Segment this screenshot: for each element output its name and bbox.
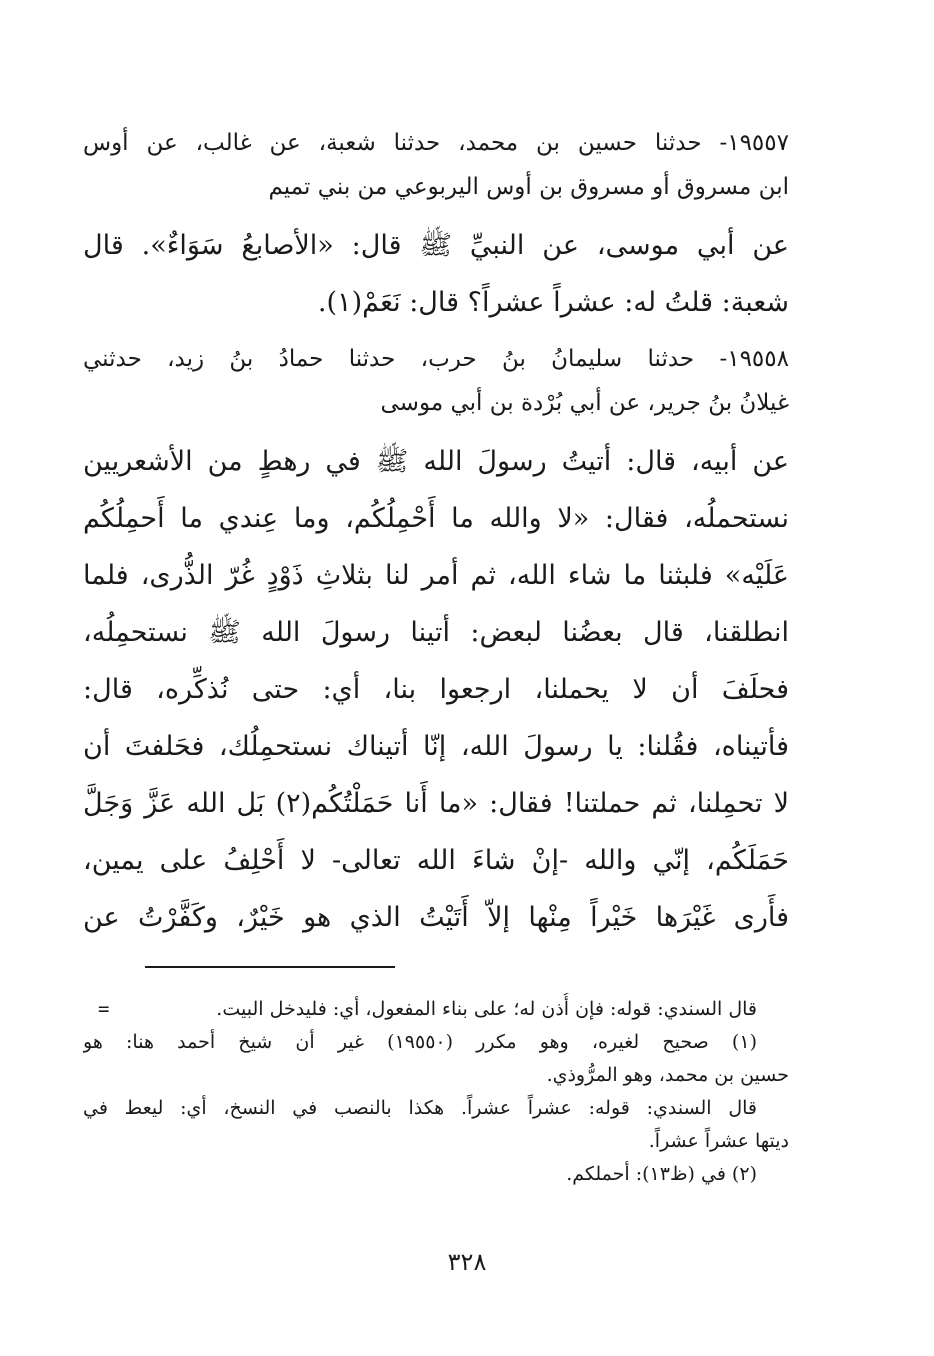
isnad-line: غيلانُ بنُ جرير، عن أبي بُرْدة بن أبي موسى [380, 390, 789, 416]
hadith-19558-isnad [83, 337, 789, 425]
footnote-separator [145, 966, 395, 968]
matn-line: انطلقنا، قال بعضُنا لبعض: أتينا رسولَ الله ﷺ نستحمِلُه، [83, 617, 789, 648]
matn-line: فأتيناه، فقُلنا: يا رسولَ الله، إنّا أتيناك نستحمِلُك، فحَلفتَ أن [83, 731, 789, 762]
footnote-line: ديتها عشراً عشراً. [648, 1130, 789, 1152]
matn-line: شعبة: قلتُ له: عشراً عشراً؟ قال: نَعَمْ(١). [317, 287, 789, 318]
footnote-line: (٢) في (ظ١٣): أحملكم. [566, 1163, 757, 1185]
matn-line: حَمَلَكُم، إنّي والله -إنْ شاءَ الله تعالى- لا أَحْلِفُ على يمين، [83, 845, 789, 876]
footnote-line: (١) صحيح لغيره، وهو مكرر (١٩٥٥٠) غير أن شيخ أحمد هنا: هو [83, 1031, 757, 1053]
matn-line: لا تحمِلنا، ثم حملتنا! فقال: «ما أَنا حَمَلْتُكُم(٢) بَل الله عَزَّ وَجَلَّ [83, 788, 789, 819]
matn-line: عن أبي موسى، عن النبيِّ ﷺ قال: «الأصابعُ سَوَاءٌ». قال [83, 230, 789, 261]
isnad-line: ١٩٥٥٧- حدثنا حسين بن محمد، حدثنا شعبة، عن غالب، عن أوس [83, 130, 789, 156]
footnote-line: قال السندي: قوله: فإن أُذن له؛ على بناء المفعول، أي: فليدخل البيت. [216, 998, 757, 1020]
matn-line: نستحملُه، فقال: «لا والله ما أَحْمِلُكُم، وما عِندي ما أَحمِلُكُم [83, 503, 789, 534]
hadith-19557-matn [83, 217, 789, 331]
footnote-line: حسين بن محمد، وهو المرُّوذي. [546, 1064, 789, 1086]
hadith-19558-matn [83, 433, 789, 946]
footnote-continuation-marker: = [98, 998, 110, 1020]
footnote-line: قال السندي: قوله: عشراً عشراً. هكذا بالنصب في النسخ، أي: ليعط في [83, 1097, 757, 1119]
page-number: ٣٢٨ [447, 1248, 487, 1276]
isnad-line: ١٩٥٥٨- حدثنا سليمانُ بنُ حرب، حدثنا حمادُ بنُ زيد، حدثني [83, 346, 789, 372]
isnad-line: ابن مسروق أو مسروق بن أوس اليربوعي من بني تميم [268, 174, 789, 200]
hadith-19557-isnad [83, 121, 789, 209]
matn-line: فحلَفَ أن لا يحملنا، ارجعوا بنا، أي: حتى نُذكِّره، قال: [83, 674, 789, 705]
matn-line: فأَرى غَيْرَها خَيْراً مِنْها إلاّ أَتَيْتُ الذي هو خَيْرٌ، وكَفَّرْتُ عن [83, 902, 789, 933]
matn-line: عَلَيْه» فلبثنا ما شاء الله، ثم أمر لنا بثلاثِ ذَوْدٍ غُرّ الذُّرى، فلما [83, 560, 789, 591]
matn-line: عن أبيه، قال: أتيتُ رسولَ الله ﷺ في رهطٍ من الأشعريين [83, 446, 789, 477]
footnotes [83, 993, 789, 1191]
